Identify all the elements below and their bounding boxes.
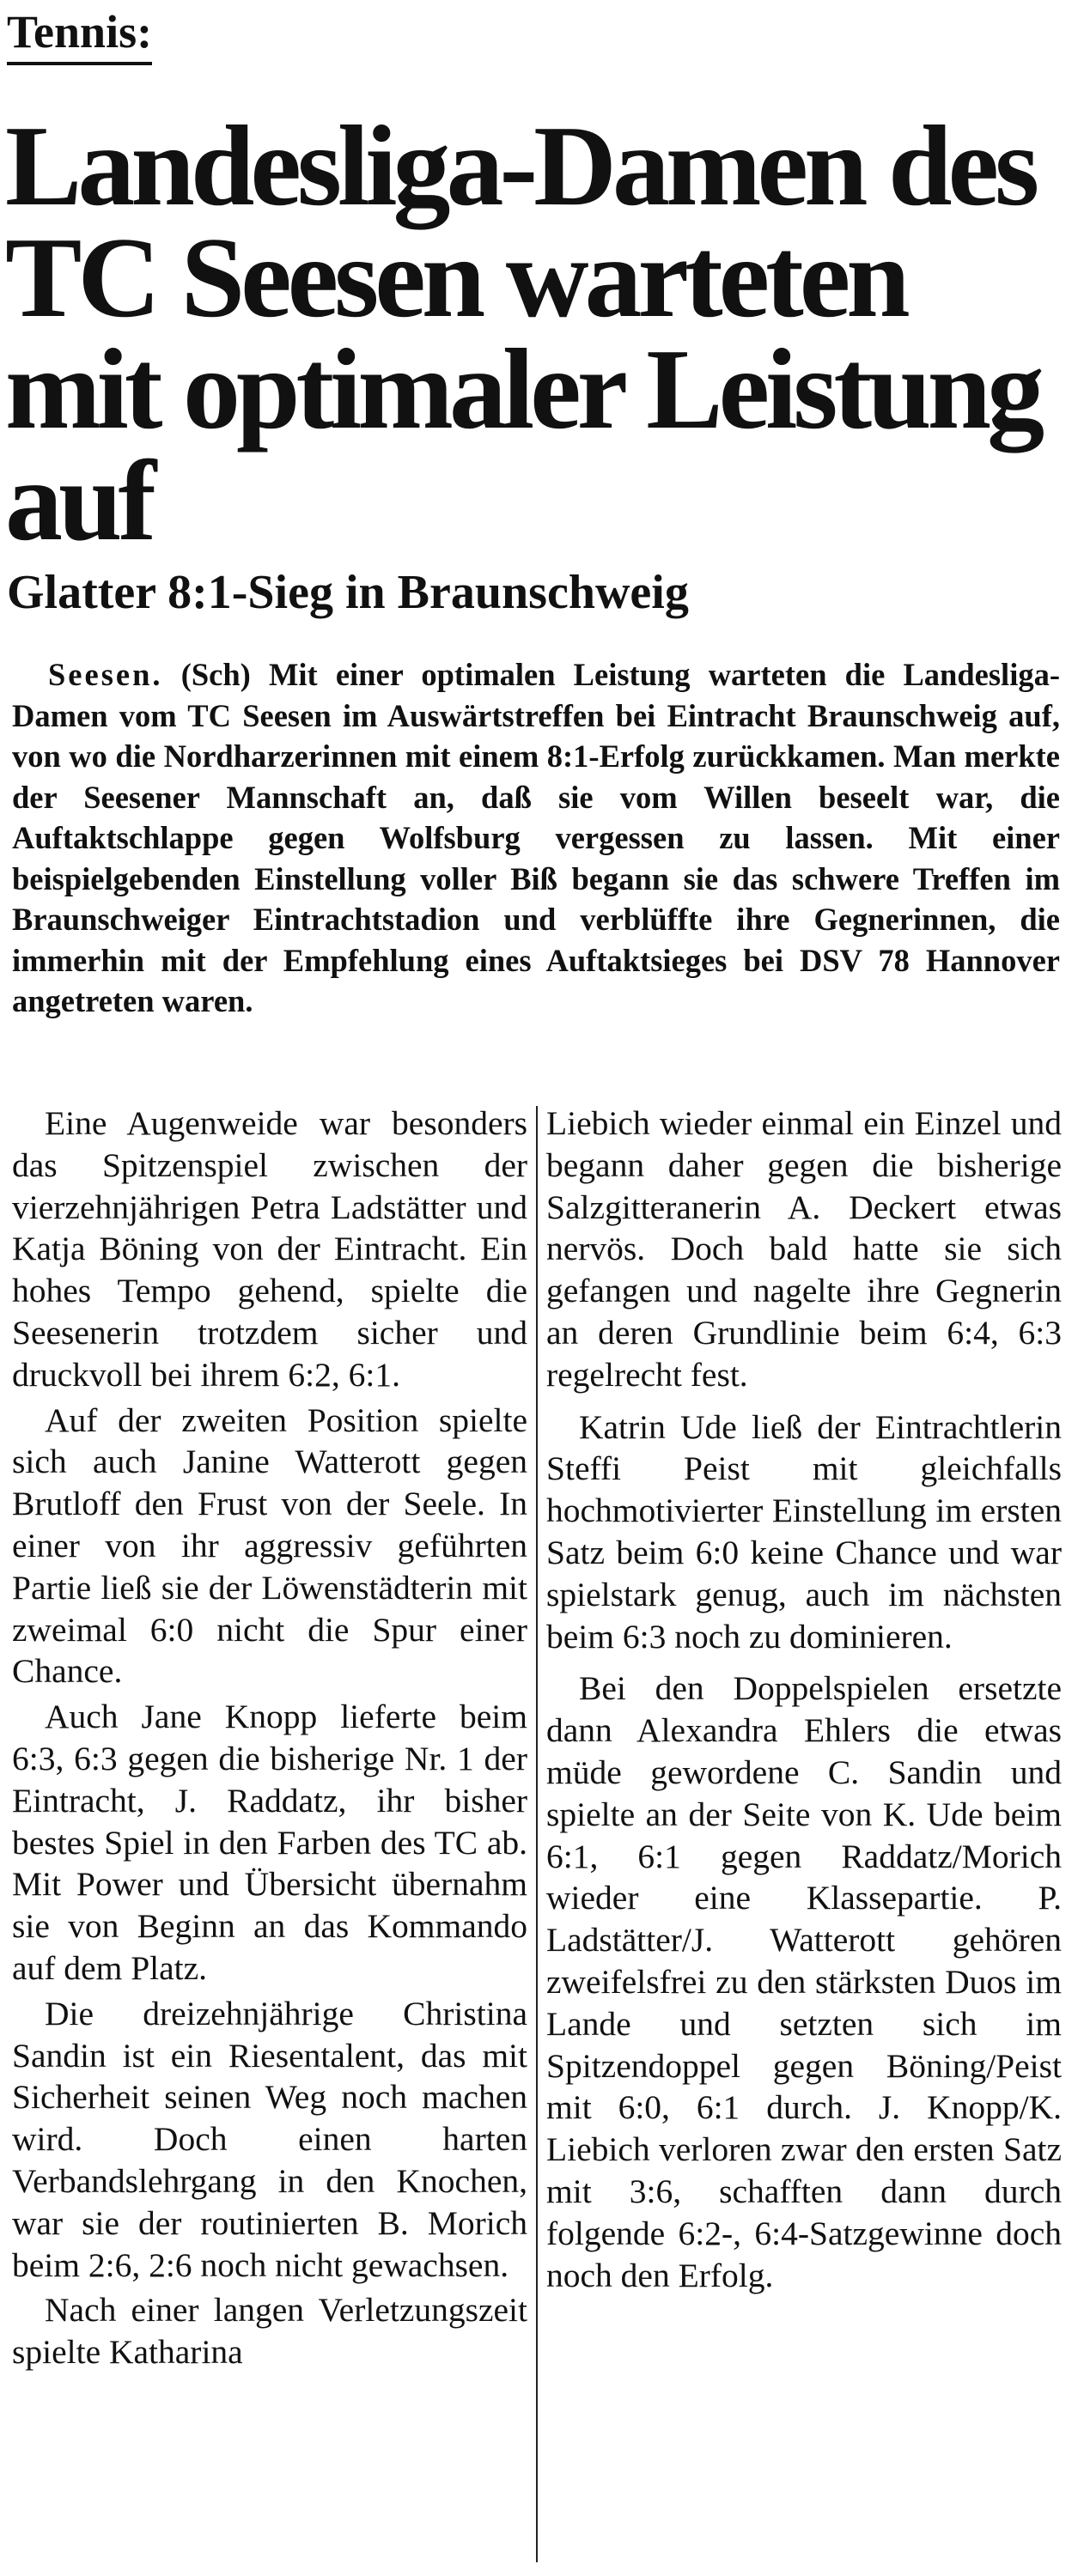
paragraph-text: Bei den Doppelspielen ersetzte dann Alexandra Ehlers die etwas müde gewordene C. Sandin und spielte an der Seite von K. Ude beim 6:1, 6:1 gegen Raddatz/Morich wieder eine Klassepartie. P. Ladstätter/J. Watterott gehören zweifelsfrei zu den stärksten Duos im Lande und setzten sich im Spitzendoppel gegen Böning/Peist mit 6:0, 6:1 durch. J. Knopp/K. Liebich verloren zwar den ersten Satz mit 3:6, schafften dann durch folgende 6:2-, 6:4-Satzgewinne doch noch den Erfolg. [546, 1669, 1062, 2294]
paragraph-text: Nach einer langen Verletzungszeit spielte Katharina [12, 2291, 527, 2372]
lead-dateline: Seesen. [48, 657, 163, 692]
paragraph-text: Katrin Ude ließ der Eintrachtlerin Steffi Peist mit gleichfalls hochmotivierter Einstellung im ersten Satz beim 6:0 keine Chance und war spielstark genug, auch im nächsten beim 6:3 noch zu dominieren. [546, 1407, 1062, 1656]
body-paragraph [12, 1993, 527, 2287]
paragraph-text: Liebich wieder einmal ein Einzel und begann daher gegen die bisherige Salzgitteranerin A. Deckert etwas nervös. Doch bald hatte sie sich gefangen und nagelte ihre Gegnerin an deren Grundlinie beim 6:4, 6:3 regelrecht fest. [546, 1104, 1062, 1394]
body-paragraph [12, 1696, 527, 1990]
lead-text: (Sch) Mit einer optimalen Leistung warteten die Landesliga-Damen vom TC Seesen im Auswärtstreffen bei Eintracht Braunschweig auf, von wo die Nordharzerinnen mit einem 8:1-Erfolg zurückkamen. Man merkte der Seesener Mannschaft an, daß sie vom Willen beseelt war, die Auftaktschlappe gegen Wolfsburg vergessen zu lassen. Mit einer beispielgebenden Einstellung voller Biß begann sie das schwere Treffen im Braunschweiger Eintrachtstadion und verblüffte ihre Gegnerinnen, die immerhin mit der Empfehlung eines Auftaktsieges bei DSV 78 Hannover angetreten waren. [12, 657, 1060, 1018]
kicker: Tennis: [7, 3, 152, 65]
paragraph-text: Auch Jane Knopp lieferte beim 6:3, 6:3 gegen die bisherige Nr. 1 der Eintracht, J. Raddatz, ihr bisher bestes Spiel in den Farben des TC ab. Mit Power und Übersicht übernahm sie von Beginn an das Kommando auf dem Platz. [12, 1698, 527, 1987]
body-paragraph [546, 1103, 1062, 1396]
right-column [538, 1103, 1062, 2562]
subheadline: Glatter 8:1-Sieg in Braunschweig [7, 566, 689, 619]
body-paragraph [12, 1103, 527, 1396]
body-paragraph [546, 1668, 1062, 2296]
paragraph-text: Eine Augenweide war besonders das Spitzenspiel zwischen der vierzehnjährigen Petra Ladstätter und Katja Böning von der Eintracht. Ein hohes Tempo gehend, spielte die Seesenerin trotzdem sicher und druckvoll bei ihrem 6:2, 6:1. [12, 1104, 527, 1394]
paragraph-text: Auf der zweiten Position spielte sich auch Janine Watterott gegen Brutloff den Frust von der Seele. In einer von ihr aggressiv geführten Partie ließ sie der Löwenstädterin mit zweimal 6:0 nicht die Spur einer Chance. [12, 1400, 527, 1691]
paragraph-text: Die dreizehnjährige Christina Sandin ist ein Riesentalent, das mit Sicherheit seinen Weg noch machen wird. Doch einen harten Verbandslehrgang in den Knochen, war sie der routinierten B. Morich beim 2:6, 2:6 noch nicht gewachsen. [12, 1994, 527, 2284]
body-paragraph [12, 1400, 527, 1693]
body-paragraph [12, 2289, 527, 2373]
body-paragraph [546, 1406, 1062, 1658]
left-column [12, 1103, 536, 2562]
lead-paragraph [12, 654, 1060, 1022]
body-columns [12, 1103, 1062, 2562]
headline: Landesliga-Damen des TC Seesen warteten mit optimaler Leistung auf [5, 102, 1041, 564]
